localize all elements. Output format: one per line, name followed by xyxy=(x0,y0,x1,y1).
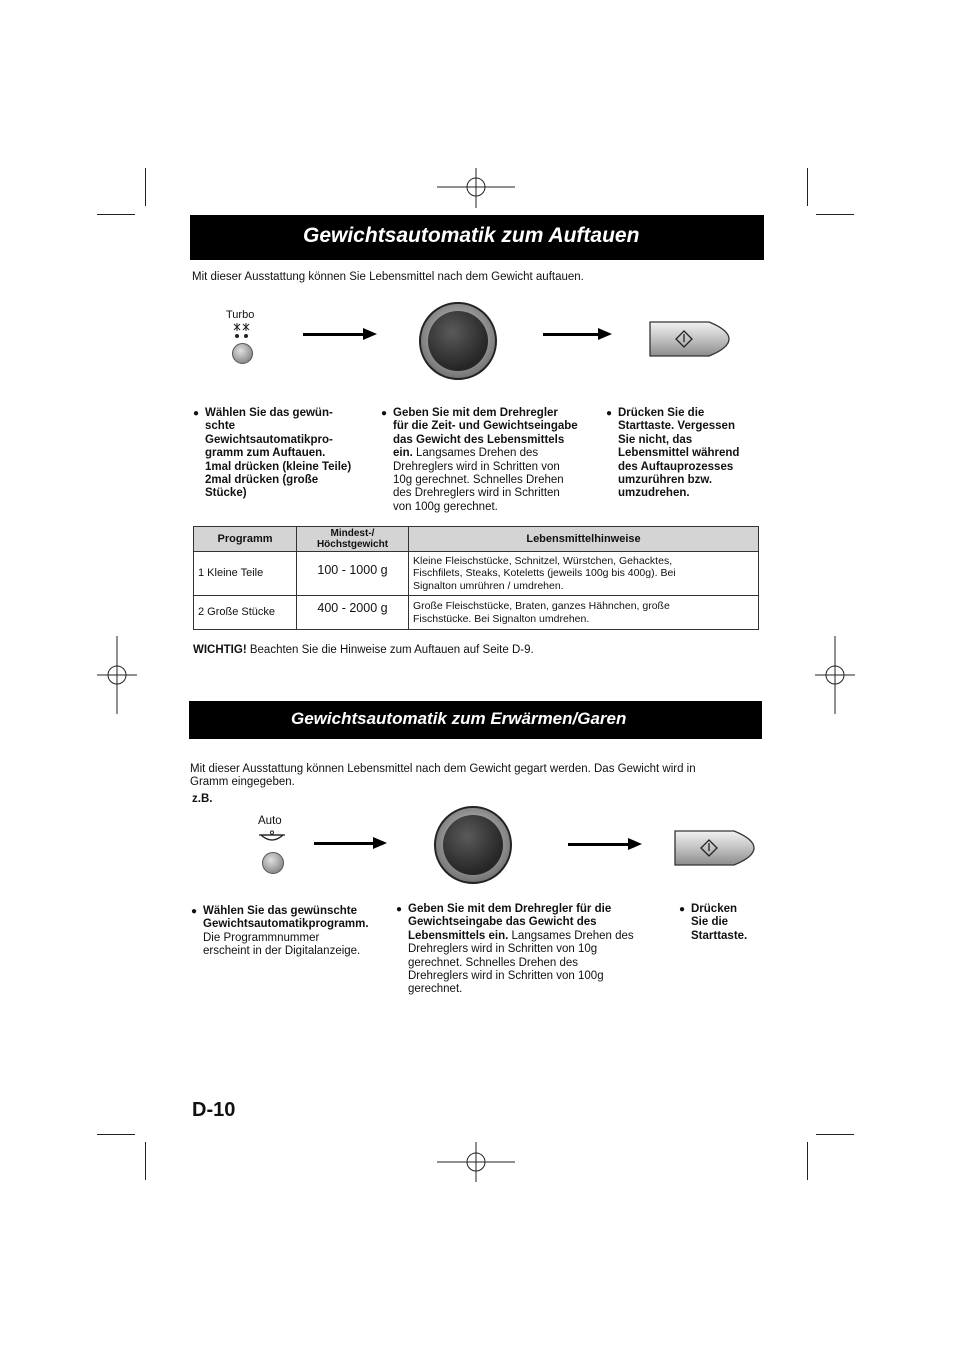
step-1: ● Wählen Sie das gewün- schte Gewichtsautomatikpro- gramm zum Auftauen. 1mal drücken (kleine Teile) 2mal drücken (große Stücke) xyxy=(193,407,352,500)
important-note: WICHTIG! Beachten Sie die Hinweise zum Auftauen auf Seite D-9. xyxy=(193,644,534,656)
auto-button-label: Auto xyxy=(258,815,282,827)
auto-cook-pot-icon xyxy=(258,830,286,846)
crop-mark xyxy=(816,214,854,215)
crop-mark xyxy=(97,1134,135,1135)
section-intro: Mit dieser Ausstattung können Lebensmittel nach dem Gewicht gegart werden. Das Gewicht wird in Gramm eingegeben. xyxy=(190,763,696,789)
crop-mark xyxy=(807,168,808,206)
arrow-icon xyxy=(314,842,377,845)
time-weight-dial[interactable] xyxy=(419,302,497,380)
crop-mark xyxy=(816,1134,854,1135)
registration-mark-right xyxy=(815,636,855,714)
step-3: ● Drücken Sie die Starttaste. xyxy=(679,903,748,942)
step-1: ● Wählen Sie das gewünschte Gewichtsautomatikprogramm. Die Programmnummer erscheint in der Digitalanzeige. xyxy=(191,905,369,958)
section-title-banner xyxy=(190,215,764,260)
start-button[interactable] xyxy=(672,829,756,867)
bullet-icon: ● xyxy=(606,408,613,419)
table-row: 2 Große Stücke 400 - 2000 g Große Fleischstücke, Braten, ganzes Hähnchen, große Fischstücke. Bei Signalton umdrehen. xyxy=(194,596,759,630)
program-table xyxy=(193,526,759,630)
crop-mark xyxy=(97,214,135,215)
turbo-defrost-button[interactable] xyxy=(232,343,253,364)
table-row: 1 Kleine Teile 100 - 1000 g Kleine Fleischstücke, Schnitzel, Würstchen, Gehacktes, Fischfilets, Steaks, Koteletts (jeweils 100g bis 400g). Bei Signalton umrühren / umdrehen. xyxy=(194,552,759,596)
bullet-icon: ● xyxy=(191,906,198,917)
step-3: ● Drücken Sie die Starttaste. Vergessen Sie nicht, das Lebensmittel während des Auftauprozesses umzurühren bzw. umzudrehen. xyxy=(606,407,740,500)
step-2: ● Geben Sie mit dem Drehregler für die Zeit- und Gewichtseingabe das Gewicht des Lebensmittels ein. Langsames Drehen des Drehreglers wird in Schritten von 10g gerechnet. Schnelles Drehen des Drehreglers wird in Schritten von 100g gerechnet. xyxy=(381,407,578,513)
table-header: Mindest-/ Höchstgewicht xyxy=(297,527,409,552)
crop-mark xyxy=(145,168,146,206)
registration-mark-top xyxy=(437,168,515,208)
start-button[interactable] xyxy=(647,320,731,358)
page-number: D-10 xyxy=(192,1099,236,1121)
section-title: Gewichtsautomatik zum Auftauen xyxy=(303,224,640,247)
table-header: Programm xyxy=(194,527,297,552)
crop-mark xyxy=(807,1142,808,1180)
section-title: Gewichtsautomatik zum Erwärmen/Garen xyxy=(291,709,627,728)
section-title-banner xyxy=(189,701,762,739)
auto-weight-button[interactable] xyxy=(262,852,284,874)
bullet-icon: ● xyxy=(381,408,388,419)
arrow-icon xyxy=(543,333,602,336)
registration-mark-bottom xyxy=(437,1142,515,1182)
table-header: Lebensmittelhinweise xyxy=(409,527,759,552)
bullet-icon: ● xyxy=(396,904,403,915)
registration-mark-left xyxy=(97,636,137,714)
defrost-snowflake-icon xyxy=(233,322,251,340)
weight-dial[interactable] xyxy=(434,806,512,884)
bullet-icon: ● xyxy=(193,408,200,419)
crop-mark xyxy=(145,1142,146,1180)
section-intro: Mit dieser Ausstattung können Sie Lebensmittel nach dem Gewicht auftauen. xyxy=(192,271,584,283)
step-2: ● Geben Sie mit dem Drehregler für die Gewichtseingabe das Gewicht des Lebensmittels ein. Langsames Drehen des Drehreglers wird in Schritten von 10g gerechnet. Schnelles Drehen des Drehreglers wird in Schritten von 100g gerechnet. xyxy=(396,903,634,996)
example-label: z.B. xyxy=(192,793,213,805)
arrow-icon xyxy=(303,333,367,336)
bullet-icon: ● xyxy=(679,904,686,915)
arrow-icon xyxy=(568,843,632,846)
turbo-button-label: Turbo xyxy=(226,309,255,321)
